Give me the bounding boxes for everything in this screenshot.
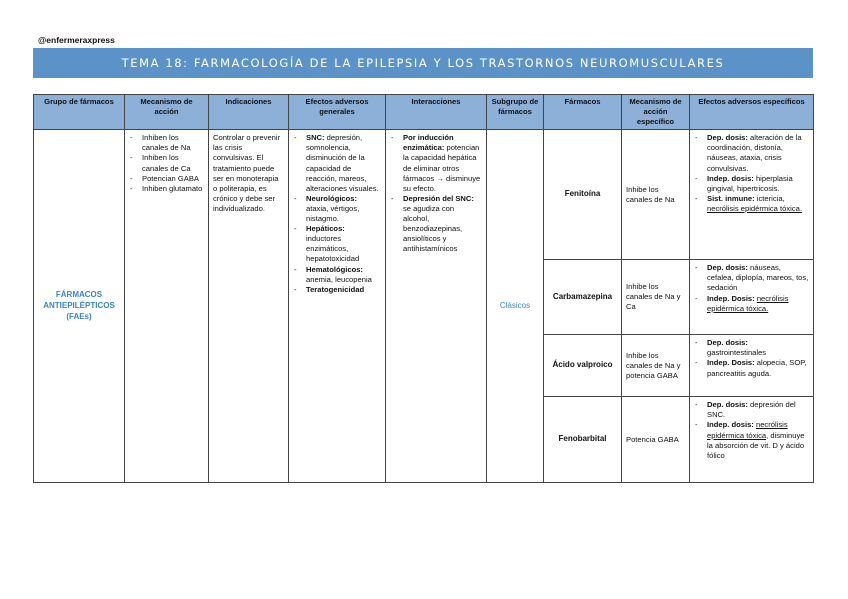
effect-label: Indep. dosis: [707, 420, 754, 430]
effect-text: ataxia, vértigos, nistagmo. [306, 203, 360, 224]
table-row [34, 130, 814, 260]
effect-label: Indep. Dosis: [707, 358, 755, 368]
general-effects-list [293, 133, 381, 295]
col-header: Fármacos [544, 95, 622, 130]
specific-mechanism-cell: Inhibe los canales de Na y potencia GABA [622, 335, 690, 397]
interaction-text: se agudiza con alcohol, benzodiazepinas, ansiolíticos y antihistamínicos [403, 203, 463, 254]
page-title: TEMA 18: FARMACOLOGÍA DE LA EPILEPSIA Y LOS TRASTORNOS NEUROMUSCULARES [121, 56, 725, 70]
author-handle: @enfermeraxpress [38, 35, 115, 45]
effect-label: Sist. inmune: [707, 193, 755, 203]
list-item [694, 263, 809, 293]
drug-group-cell: FÁRMACOS ANTIEPILÉPTICOS (FAEs) [34, 130, 125, 483]
list-item [293, 224, 381, 264]
effect-text: alteración de la coordinación, distonía, náuseas, ataxia, crisis convulsivas. [707, 133, 802, 173]
list-item: - Inhiben los canales de Ca [129, 153, 204, 173]
col-header: Interacciones [386, 95, 487, 130]
list-item [694, 294, 809, 314]
effect-text: inductores enzimáticos, hepatotoxicidad [306, 234, 360, 264]
effect-label: Indep. Dosis: [707, 293, 755, 303]
effect-text: alopecia, SOP, pancreatitis aguda. [707, 358, 807, 378]
effect-text: gastrointestinales [707, 348, 767, 358]
interaction-label: Depresión del SNC: [403, 193, 474, 203]
effect-label: Dep. dosis: [707, 133, 748, 143]
specific-effects-cell [690, 335, 814, 397]
specific-effects-list [694, 338, 809, 378]
effect-label: Indep. dosis: [707, 173, 754, 183]
specific-effects-cell [690, 397, 814, 483]
col-header: Efectos adversos generales [289, 95, 386, 130]
specific-effects-list [694, 133, 809, 214]
list-item [390, 194, 482, 255]
effect-label: Dep. dosis: [707, 338, 748, 348]
list-item [293, 133, 381, 194]
col-header: Mecanismo de acción específico [622, 95, 690, 130]
specific-mechanism-cell: Inhibe los canales de Na y Ca [622, 260, 690, 335]
effect-text: depresión, somnolencia, disminución de la capacidad de reacción, mareos, alteraciones visuales. [306, 133, 379, 193]
effect-label: Teratogenicidad [306, 284, 365, 294]
effect-text: hiperplasia gingival, hipertricosis. [707, 173, 793, 193]
col-header: Efectos adversos específicos [690, 95, 814, 130]
specific-effects-cell [690, 260, 814, 335]
table-header-row [34, 95, 814, 130]
interactions-list [390, 133, 482, 254]
list-item [694, 400, 809, 420]
mechanism-cell [125, 130, 209, 483]
effect-text: depresión del SNC. [707, 400, 796, 420]
mechanism-list [129, 133, 204, 194]
list-item [293, 194, 381, 224]
list-item [694, 194, 809, 214]
list-item [694, 174, 809, 194]
drug-name-cell: Carbamazepina [544, 260, 622, 335]
interactions-cell [386, 130, 487, 483]
effect-text: anemia, leucopenia [306, 274, 372, 284]
effect-underlined-text: necrólisis epidérmica tóxica [707, 420, 788, 440]
effect-label: Hematológicos: [306, 264, 363, 274]
list-item: - Potencian GABA [129, 174, 204, 184]
col-header: Indicaciones [209, 95, 289, 130]
title-banner [33, 48, 813, 78]
drug-name-cell: Fenitoína [544, 130, 622, 260]
list-item [293, 285, 381, 295]
specific-effects-list [694, 263, 809, 313]
effect-underlined-text: necrólisis epidérmica tóxica. [707, 293, 789, 313]
effect-underlined-text: necrólisis epidérmica tóxica. [707, 203, 802, 213]
effect-text-after: , disminuye la absorción de vit. D y ácido fólico [707, 430, 805, 460]
list-item: - Inhiben los canales de Na [129, 133, 204, 153]
interaction-label: Por inducción enzimática: [403, 133, 454, 153]
specific-effects-cell [690, 130, 814, 260]
list-item [694, 420, 809, 460]
effect-text: náuseas, cefalea, diplopía, mareos, tos, sedación [707, 263, 809, 293]
interaction-text: potencian la capacidad hepática de eliminar otros fármacos → disminuye su efecto. [403, 143, 481, 193]
effect-label: Dep. dosis: [707, 400, 748, 410]
specific-effects-list [694, 400, 809, 461]
list-item [390, 133, 482, 194]
specific-mechanism-cell: Potencia GABA [622, 397, 690, 483]
effect-label: SNC: [306, 133, 325, 143]
indications-cell: Controlar o prevenir las crisis convulsivas. El tratamiento puede ser en monoterapia o politerapia, es crónico y debe ser individualizado. [209, 130, 289, 483]
effect-text: ictericia, [754, 193, 785, 203]
list-item [694, 133, 809, 173]
list-item: - Inhiben glutamato [129, 184, 204, 194]
drug-name-cell: Fenobarbital [544, 397, 622, 483]
effect-label: Hepáticos: [306, 224, 345, 234]
col-header: Mecanismo de acción [125, 95, 209, 130]
subgroup-cell: Clásicos [487, 130, 544, 483]
pharmacology-table [33, 94, 814, 483]
col-header: Grupo de fármacos [34, 95, 125, 130]
general-effects-cell [289, 130, 386, 483]
drug-name-cell: Ácido valproico [544, 335, 622, 397]
effect-label: Dep. dosis: [707, 263, 748, 273]
col-header: Subgrupo de fármacos [487, 95, 544, 130]
specific-mechanism-cell: Inhibe los canales de Na [622, 130, 690, 260]
list-item [293, 265, 381, 285]
effect-label: Neurológicos: [306, 193, 358, 203]
list-item [694, 358, 809, 378]
list-item [694, 338, 809, 358]
